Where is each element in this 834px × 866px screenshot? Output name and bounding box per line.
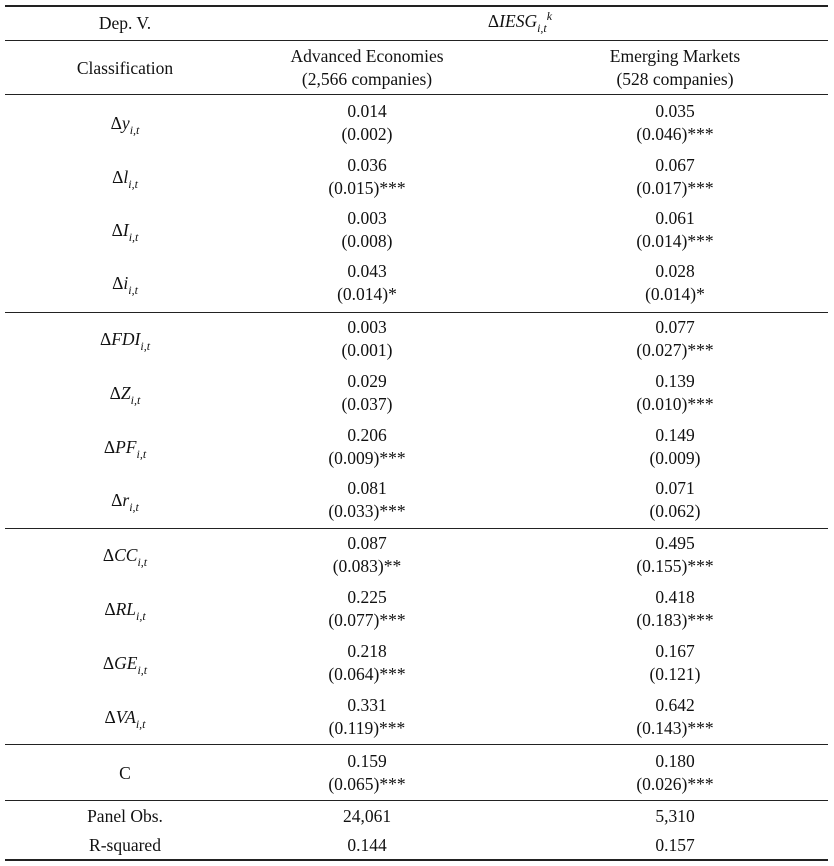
row-advanced-value: 0.036 (0.015)*** [328, 155, 406, 198]
row-emerging-value: 0.642 (0.143)*** [636, 695, 714, 738]
row-emerging-value: 0.035 (0.046)*** [636, 101, 714, 144]
row-advanced-value: 0.225 (0.077)*** [328, 587, 406, 630]
rule-constant [5, 800, 828, 801]
constant-label: C [119, 763, 131, 783]
row-advanced-value: 0.081 (0.033)*** [328, 478, 406, 521]
row-emerging-value: 0.149 (0.009) [649, 425, 701, 468]
dep-var-symbol: $\Delta IESG_{i,t}^k$ [487, 9, 553, 35]
dep-var-label: Dep. V. [98, 13, 152, 33]
row-advanced-value: 0.331 (0.119)*** [328, 695, 406, 738]
row-advanced-value: 0.218 (0.064)*** [328, 641, 406, 684]
rule-group-1 [5, 312, 828, 313]
row-variable-fdi: $\Delta FDI_{i,t}$ [99, 329, 151, 353]
panel-obs-label: Panel Obs. [87, 806, 163, 826]
row-advanced-value: 0.014 (0.002) [341, 101, 393, 144]
emerging-markets-header: Emerging Markets (528 companies) [609, 46, 741, 89]
rule-header-1 [5, 40, 828, 41]
row-advanced-value: 0.029 (0.037) [341, 371, 393, 414]
rule-group-3 [5, 744, 828, 745]
rule-group-2 [5, 528, 828, 529]
row-variable-r: $\Delta r_{i,t}$ [111, 490, 139, 514]
row-variable-l: $\Delta l_{i,t}$ [112, 167, 138, 191]
row-emerging-value: 0.167 (0.121) [649, 641, 701, 684]
row-emerging-value: 0.028 (0.014)* [645, 261, 705, 304]
constant-advanced: 0.159 (0.065)*** [328, 751, 406, 794]
r-squared-label: R-squared [89, 835, 161, 855]
row-emerging-value: 0.495 (0.155)*** [636, 533, 714, 576]
row-variable-i: $\Delta i_{i,t}$ [112, 273, 138, 297]
row-variable-rl: $\Delta RL_{i,t}$ [104, 599, 146, 623]
row-variable-cc: $\Delta CC_{i,t}$ [102, 545, 148, 569]
row-variable-va: $\Delta VA_{i,t}$ [104, 707, 146, 731]
row-variable-i: $\Delta I_{i,t}$ [111, 220, 139, 244]
row-advanced-value: 0.003 (0.001) [341, 317, 393, 360]
row-advanced-value: 0.206 (0.009)*** [328, 425, 406, 468]
panel-obs-advanced: 24,061 [342, 806, 392, 826]
row-emerging-value: 0.071 (0.062) [649, 478, 701, 521]
row-advanced-value: 0.003 (0.008) [341, 208, 393, 251]
row-emerging-value: 0.077 (0.027)*** [636, 317, 714, 360]
row-advanced-value: 0.087 (0.083)** [332, 533, 402, 576]
row-emerging-value: 0.061 (0.014)*** [636, 208, 714, 251]
r-squared-advanced: 0.144 [347, 835, 387, 855]
row-variable-y: $\Delta y_{i,t}$ [110, 113, 140, 137]
rule-header-2 [5, 94, 828, 95]
constant-emerging: 0.180 (0.026)*** [636, 751, 714, 794]
rule-bottom [5, 859, 828, 861]
row-emerging-value: 0.418 (0.183)*** [636, 587, 714, 630]
rule-top [5, 5, 828, 7]
row-emerging-value: 0.139 (0.010)*** [636, 371, 714, 414]
panel-obs-emerging: 5,310 [655, 806, 695, 826]
classification-label: Classification [76, 58, 174, 78]
row-variable-pf: $\Delta PF_{i,t}$ [103, 437, 147, 461]
row-emerging-value: 0.067 (0.017)*** [636, 155, 714, 198]
advanced-economies-header: Advanced Economies (2,566 companies) [290, 46, 444, 89]
row-variable-ge: $\Delta GE_{i,t}$ [102, 653, 148, 677]
r-squared-emerging: 0.157 [655, 835, 695, 855]
row-advanced-value: 0.043 (0.014)* [337, 261, 397, 304]
row-variable-z: $\Delta Z_{i,t}$ [109, 383, 141, 407]
